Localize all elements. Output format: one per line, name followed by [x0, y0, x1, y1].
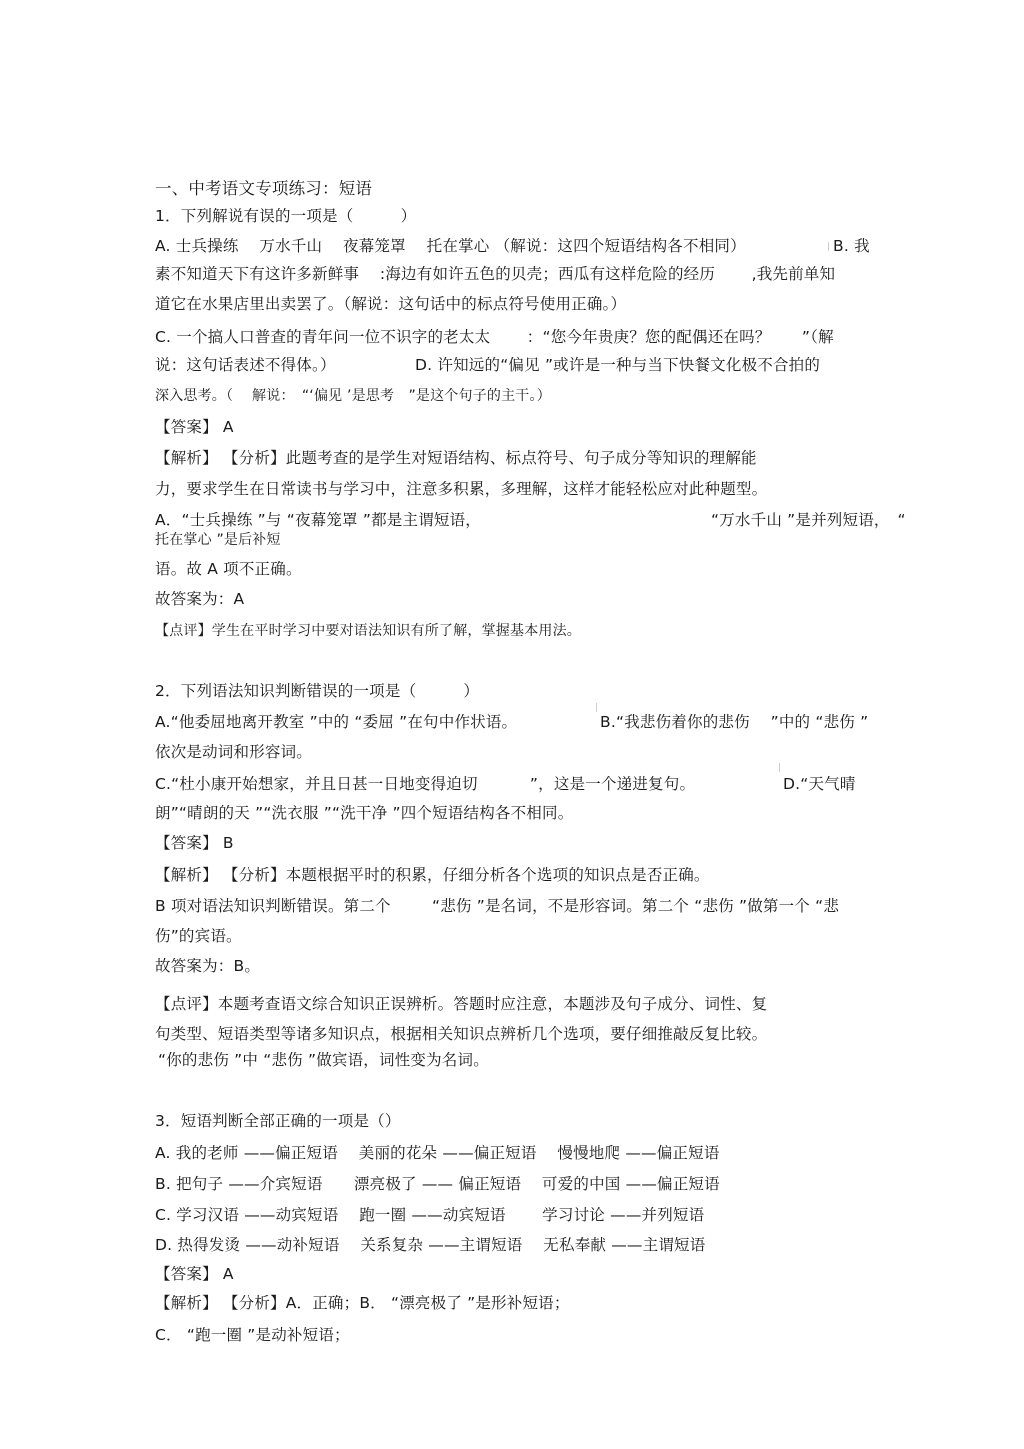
q2-comment-line2: 句类型、短语类型等诸多知识点，根据相关知识点辨析几个选项，要仔细推敲反复比较。	[155, 1025, 768, 1043]
q3-analysis-line1: 【解析】 【分析】A．正确；B． “漂亮极了 ”是形补短语；	[155, 1294, 570, 1312]
q1-analysis-line3a: A．“士兵操练 ”与 “夜幕笼罩 ”都是主谓短语，	[155, 511, 482, 529]
q2-comment-line3: “你的悲伤 ”中 “悲伤 ”做宾语，词性变为名词。	[158, 1051, 489, 1069]
q1-analysis-line3b: “万水千山 ”是并列短语， “	[711, 511, 906, 529]
q2-answer: 【答案】 B	[155, 834, 234, 852]
q3-option-d: D. 热得发烫 ——动补短语 关系复杂 ——主谓短语 无私奉献 ——主谓短语	[155, 1236, 706, 1254]
q1-analysis-line1: 【解析】 【分析】此题考查的是学生对短语结构、标点符号、句子成分等知识的理解能	[155, 449, 757, 467]
q2-final-answer: 故答案为：B。	[155, 957, 261, 975]
q1-option-c-end: 说：这句话表述不得体。）	[155, 356, 336, 374]
q2-analysis-line3: 伤”的宾语。	[155, 927, 242, 945]
q3-option-c: C. 学习汉语 ——动宾短语 跑一圈 ——动宾短语 学习讨论 ——并列短语	[155, 1206, 705, 1224]
q2-option-d-end: 朗”“晴朗的天 ”“洗衣服 ”“洗干净 ”四个短语结构各不相同。	[155, 804, 574, 822]
q1-option-a: A. 士兵操练 万水千山 夜幕笼罩 托在掌心 （解说：这四个短语结构各不相同）	[155, 237, 746, 255]
scan-mark	[779, 763, 780, 772]
q1-stem: 1．下列解说有误的一项是（ ）	[155, 207, 417, 225]
q2-analysis-line2a: B 项对语法知识判断错误。第二个	[155, 897, 391, 915]
q1-analysis-line5: 语。故 A 项不正确。	[155, 560, 302, 578]
q2-stem: 2．下列语法知识判断错误的一项是（ ）	[155, 682, 480, 700]
q3-option-b: B. 把句子 ——介宾短语 漂亮极了 —— 偏正短语 可爱的中国 ——偏正短语	[155, 1175, 720, 1193]
q3-analysis-line2: C． “跑一圈 ”是动补短语；	[155, 1326, 350, 1344]
q2-option-b: B.“我悲伤着你的悲伤 ”中的 “悲伤 ”	[600, 713, 869, 731]
q2-option-c: C.“杜小康开始想家，并且日甚一日地变得迫切 ”，这是一个递进复句。	[155, 775, 696, 793]
q1-analysis-line4: 托在掌心 ”是后补短	[155, 532, 281, 548]
q2-option-a: A.“他委屈地离开教室 ”中的 “委屈 ”在句中作状语。	[155, 713, 518, 731]
q3-option-a: A. 我的老师 ——偏正短语 美丽的花朵 ——偏正短语 慢慢地爬 ——偏正短语	[155, 1144, 720, 1162]
q1-option-d: D. 许知远的“偏见 ”或许是一种与当下快餐文化极不合拍的	[415, 356, 821, 374]
q1-option-b-line2: 素不知道天下有这许多新鲜事 :海边有如许五色的贝壳；西瓜有这样危险的经历 ,我先前单知	[155, 265, 836, 283]
q2-analysis-line2b: “悲伤 ”是名词，不是形容词。第二个 “悲伤 ”做第一个 “悲	[432, 897, 840, 915]
q1-option-c: C. 一个搞人口普查的青年问一位不识字的老太太 ：“您今年贵庚？您的配偶还在吗？ ”（解	[155, 328, 834, 346]
q1-analysis-line2: 力，要求学生在日常读书与学习中，注意多积累，多理解，这样才能轻松应对此种题型。	[155, 480, 768, 498]
q2-analysis-line1: 【解析】 【分析】本题根据平时的积累，仔细分析各个选项的知识点是否正确。	[155, 866, 710, 884]
q2-option-b-end: 依次是动词和形容词。	[155, 743, 313, 761]
q2-option-d: D.“天气晴	[783, 775, 856, 793]
q3-stem: 3．短语判断全部正确的一项是（）	[155, 1112, 401, 1130]
q1-answer: 【答案】 A	[155, 418, 234, 436]
q2-comment-line1: 【点评】本题考查语文综合知识正误辨析。答题时应注意，本题涉及句子成分、词性、复	[155, 995, 768, 1013]
scan-mark	[596, 703, 597, 712]
section-heading: 一、中考语文专项练习：短语	[155, 179, 373, 198]
q3-answer: 【答案】 A	[155, 1265, 234, 1283]
q1-option-b-line3: 道它在水果店里出卖罢了。（解说：这句话中的标点符号使用正确。）	[155, 295, 627, 313]
q1-option-d-end: 深入思考。（ 解说： “‘偏见 ’是思考 ”是这个句子的主干。）	[155, 388, 551, 404]
q1-option-b-start: B. 我	[833, 237, 870, 255]
q1-final-answer: 故答案为：A	[155, 590, 245, 608]
scan-mark	[828, 242, 829, 251]
q1-comment: 【点评】学生在平时学习中要对语法知识有所了解，掌握基本用法。	[155, 623, 581, 639]
